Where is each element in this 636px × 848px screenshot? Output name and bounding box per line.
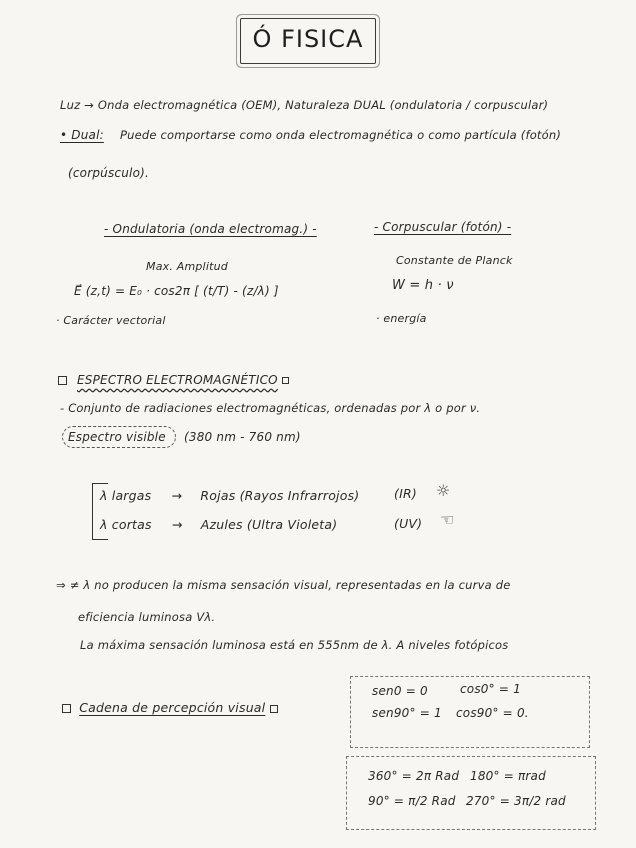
page-title: Ó FISICA [252,25,364,53]
cadena-heading: Cadena de percepción visual [79,700,266,715]
arrow: → [171,488,183,503]
abbr-ir: (IR) [394,486,417,501]
sun-icon: ☼ [436,481,451,500]
corpuscular-note: · energía [376,312,427,325]
checkbox-icon [62,704,71,713]
title-box [240,18,376,64]
dual-label: • Dual: [60,128,104,142]
lambda-label: λ cortas [100,517,152,532]
conclusion-line1: ⇒ ≠ λ no producen la misma sensación visual, representadas en la curva de [56,578,511,592]
conclusion-line3: La máxima sensación luminosa está en 555nm de λ. A niveles fotópicos [80,638,509,652]
color-label: Rojas (Rayos Infrarrojos) [200,488,360,503]
ondulatoria-note: · Carácter vectorial [56,314,166,327]
trig2-r2c2: 270° = 3π/2 rad [466,794,566,808]
espectro-line1: - Conjunto de radiaciones electromagnéticas, ordenadas por λ o por ν. [60,401,481,415]
cadena-row [62,700,278,715]
color-label: Azules (Ultra Violeta) [200,517,338,532]
espectro-heading-row [58,373,289,387]
dual-text: Puede comportarse como onda electromagnética o como partícula (fotón) [120,128,562,142]
trig1-r2c1: sen90° = 1 [372,706,442,720]
corpuscular-formula: W = h · ν [392,278,454,293]
espectro-visible-range: (380 nm - 760 nm) [184,430,301,444]
trig1-r1c1: sen0 = 0 [372,684,428,698]
brace-bottom [92,539,108,540]
hand-icon: ☜ [440,510,455,529]
dual-text2: (corpúsculo). [68,166,150,180]
conclusion-line2: eficiencia luminosa Vλ. [78,610,216,624]
max-amplitud-label: Max. Amplitud [146,260,228,273]
trig1-r1c2: cos0° = 1 [460,682,521,696]
planck-label: Constante de Planck [396,254,513,267]
checkbox-icon [58,376,67,385]
espectro-visible-label: Espectro visible [68,430,166,444]
trig1-r2c2: cos90° = 0. [456,706,529,720]
lambda-row-2 [100,517,337,532]
brace-left [92,483,93,539]
corpuscular-heading: - Corpuscular (fotón) - [374,220,512,234]
intro-line1: Luz → Onda electromagnética (OEM), Naturaleza DUAL (ondulatoria / corpuscular) [60,98,549,112]
brace-top [92,483,108,484]
arrow: → [171,517,183,532]
checkbox-small-icon [282,377,289,384]
trig2-r1c2: 180° = πrad [470,769,546,783]
trig-box-2 [346,756,596,830]
trig2-r2c1: 90° = π/2 Rad [368,794,456,808]
espectro-heading: ESPECTRO ELECTROMAGNÉTICO [77,373,278,387]
ondulatoria-heading: - Ondulatoria (onda electromag.) - [104,222,317,236]
abbr-uv: (UV) [394,516,423,531]
checkbox-small-icon [270,705,278,713]
lambda-label: λ largas [100,488,152,503]
ondulatoria-formula: E⃗ (z,t) = E₀ · cos2π [ (t/T) - (z/λ) ] [74,284,279,298]
lambda-row-1 [100,488,359,503]
trig2-r1c1: 360° = 2π Rad [368,769,460,783]
